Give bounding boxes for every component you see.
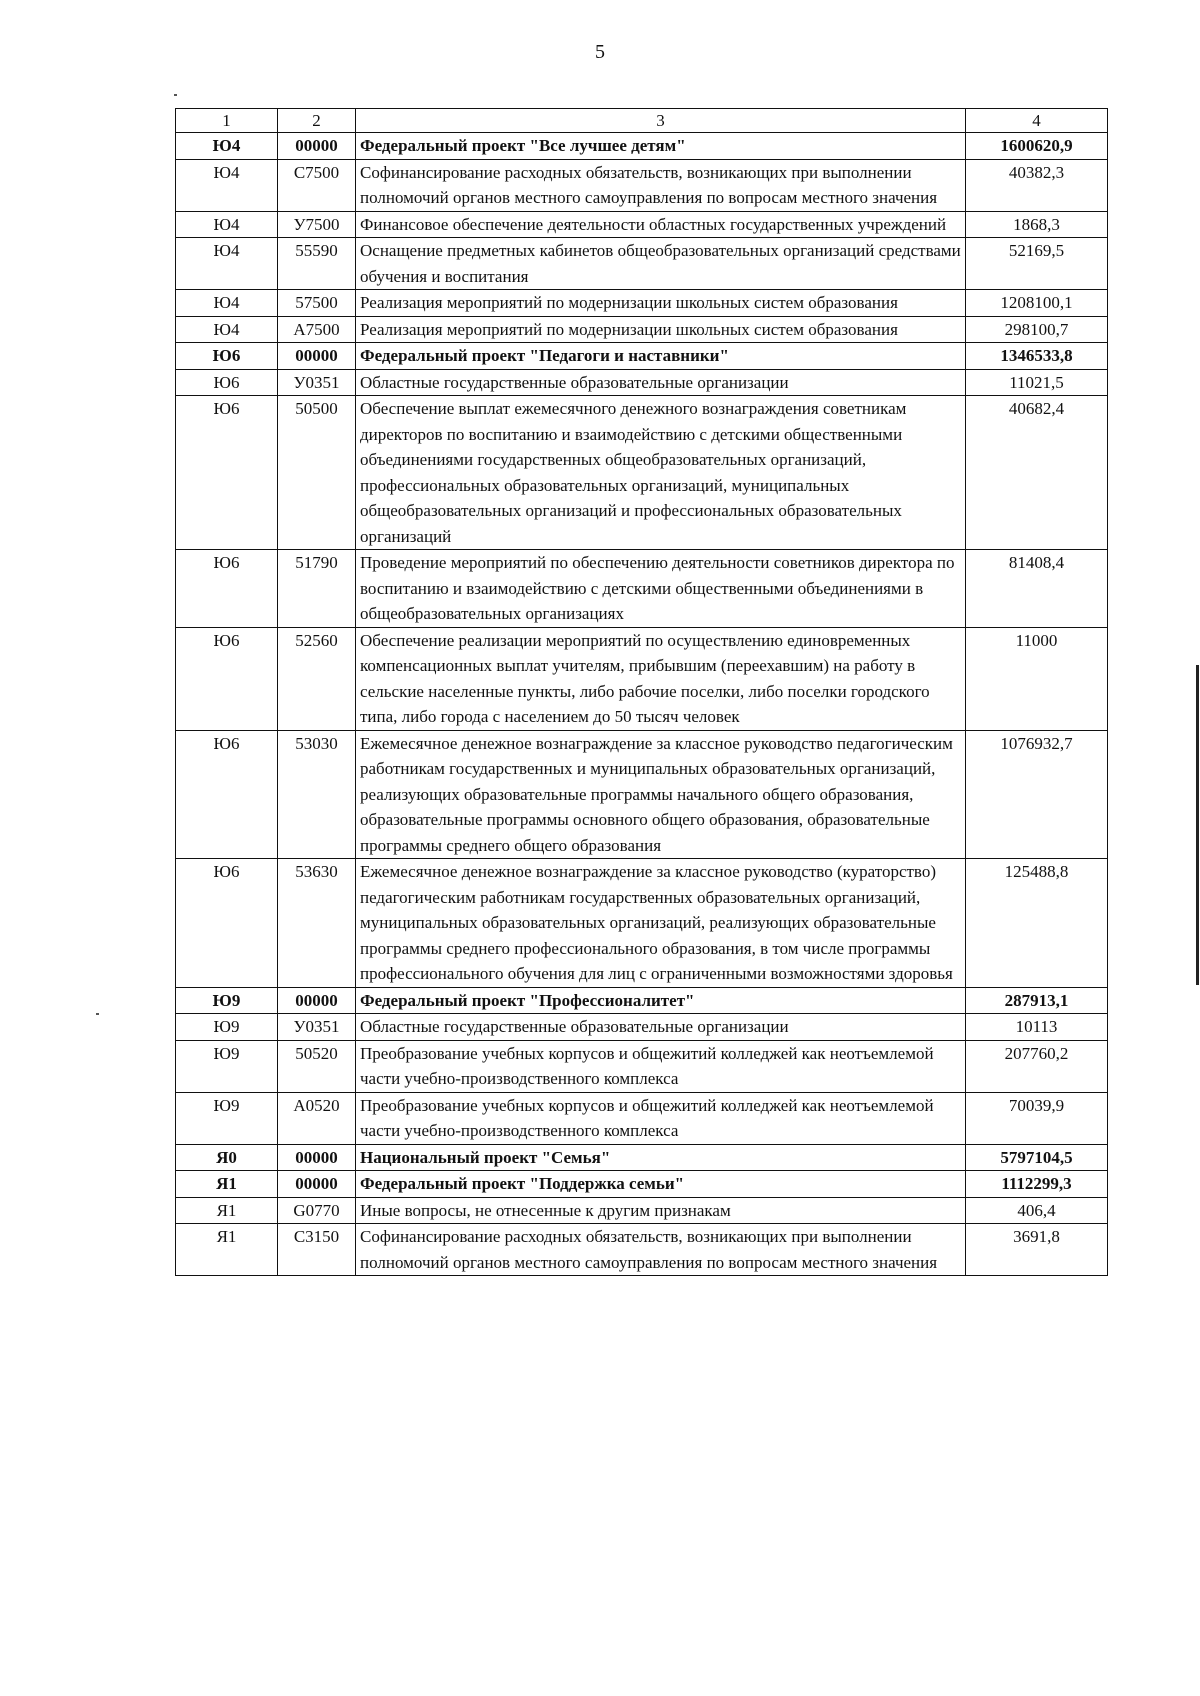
section-code-cell: Я0 [176, 1144, 278, 1171]
section-code-cell: Ю6 [176, 369, 278, 396]
description-cell: Финансовое обеспечение деятельности областных государственных учреждений [356, 211, 966, 238]
item-code-cell: 00000 [278, 133, 356, 160]
header-col-2: 2 [278, 109, 356, 133]
item-code-cell: 00000 [278, 987, 356, 1014]
table-row [176, 1197, 1108, 1224]
page-number: 5 [595, 41, 605, 63]
description-cell: Федеральный проект "Поддержка семьи" [356, 1171, 966, 1198]
description-cell: Оснащение предметных кабинетов общеобразовательных организаций средствами обучения и воспитания [356, 238, 966, 290]
amount-cell: 81408,4 [966, 550, 1108, 628]
section-code-cell: Ю4 [176, 238, 278, 290]
section-code-cell: Ю9 [176, 987, 278, 1014]
description-cell: Реализация мероприятий по модернизации школьных систем образования [356, 316, 966, 343]
header-col-1: 1 [176, 109, 278, 133]
amount-cell: 1346533,8 [966, 343, 1108, 370]
table-row [176, 1092, 1108, 1144]
description-cell: Федеральный проект "Педагоги и наставники" [356, 343, 966, 370]
table-row [176, 211, 1108, 238]
description-cell: Иные вопросы, не отнесенные к другим признакам [356, 1197, 966, 1224]
amount-cell: 207760,2 [966, 1040, 1108, 1092]
table-row [176, 159, 1108, 211]
amount-cell: 3691,8 [966, 1224, 1108, 1276]
amount-cell: 40682,4 [966, 396, 1108, 550]
section-code-cell: Ю4 [176, 316, 278, 343]
section-code-cell: Ю9 [176, 1014, 278, 1041]
section-code-cell: Ю6 [176, 343, 278, 370]
table-row [176, 987, 1108, 1014]
description-cell: Областные государственные образовательные организации [356, 369, 966, 396]
amount-cell: 1112299,3 [966, 1171, 1108, 1198]
item-code-cell: A7500 [278, 316, 356, 343]
table-row [176, 396, 1108, 550]
scan-speck [174, 94, 177, 96]
amount-cell: 11000 [966, 627, 1108, 730]
description-cell: Федеральный проект "Все лучшее детям" [356, 133, 966, 160]
amount-cell: 5797104,5 [966, 1144, 1108, 1171]
amount-cell: 1600620,9 [966, 133, 1108, 160]
amount-cell: 287913,1 [966, 987, 1108, 1014]
section-code-cell: Ю6 [176, 627, 278, 730]
item-code-cell: 53030 [278, 730, 356, 859]
table-row [176, 1014, 1108, 1041]
item-code-cell: 50520 [278, 1040, 356, 1092]
amount-cell: 406,4 [966, 1197, 1108, 1224]
amount-cell: 40382,3 [966, 159, 1108, 211]
item-code-cell: 55590 [278, 238, 356, 290]
item-code-cell: У0351 [278, 1014, 356, 1041]
amount-cell: 1208100,1 [966, 290, 1108, 317]
section-code-cell: Ю9 [176, 1092, 278, 1144]
section-code-cell: Ю4 [176, 290, 278, 317]
amount-cell: 1868,3 [966, 211, 1108, 238]
description-cell: Софинансирование расходных обязательств, возникающих при выполнении полномочий органов местного самоуправления по вопросам местного значения [356, 1224, 966, 1276]
item-code-cell: 00000 [278, 343, 356, 370]
amount-cell: 1076932,7 [966, 730, 1108, 859]
table-row [176, 1144, 1108, 1171]
budget-table [175, 108, 1108, 1276]
table-row [176, 316, 1108, 343]
item-code-cell: G0770 [278, 1197, 356, 1224]
header-row [176, 109, 1108, 133]
section-code-cell: Ю4 [176, 133, 278, 160]
section-code-cell: Ю4 [176, 211, 278, 238]
item-code-cell: 53630 [278, 859, 356, 988]
table-row [176, 627, 1108, 730]
section-code-cell: Ю6 [176, 396, 278, 550]
table-row [176, 730, 1108, 859]
item-code-cell: 57500 [278, 290, 356, 317]
table-row [176, 290, 1108, 317]
table-row [176, 550, 1108, 628]
header-col-3: 3 [356, 109, 966, 133]
section-code-cell: Ю9 [176, 1040, 278, 1092]
description-cell: Ежемесячное денежное вознаграждение за классное руководство (кураторство) педагогическим работникам государственных образовательных организаций, муниципальных образовательных организаций, реализующих образовательные программы среднего профессионального образования, в том числе программы профессионального обучения для лиц с ограниченными возможностями здоровья [356, 859, 966, 988]
table-row [176, 859, 1108, 988]
section-code-cell: Я1 [176, 1224, 278, 1276]
item-code-cell: У7500 [278, 211, 356, 238]
description-cell: Федеральный проект "Профессионалитет" [356, 987, 966, 1014]
amount-cell: 125488,8 [966, 859, 1108, 988]
section-code-cell: Ю6 [176, 859, 278, 988]
amount-cell: 52169,5 [966, 238, 1108, 290]
amount-cell: 70039,9 [966, 1092, 1108, 1144]
description-cell: Ежемесячное денежное вознаграждение за классное руководство педагогическим работникам государственных и муниципальных образовательных организаций, реализующих образовательные программы начального общего образования, образовательные программы основного общего образования, образовательные программы среднего общего образования [356, 730, 966, 859]
table-row [176, 1040, 1108, 1092]
section-code-cell: Я1 [176, 1197, 278, 1224]
description-cell: Софинансирование расходных обязательств, возникающих при выполнении полномочий органов местного самоуправления по вопросам местного значения [356, 159, 966, 211]
item-code-cell: C3150 [278, 1224, 356, 1276]
table-row [176, 238, 1108, 290]
item-code-cell: C7500 [278, 159, 356, 211]
table-row [176, 343, 1108, 370]
amount-cell: 298100,7 [966, 316, 1108, 343]
description-cell: Преобразование учебных корпусов и общежитий колледжей как неотъемлемой части учебно-производственного комплекса [356, 1092, 966, 1144]
item-code-cell: 52560 [278, 627, 356, 730]
table-row [176, 1224, 1108, 1276]
section-code-cell: Ю4 [176, 159, 278, 211]
item-code-cell: У0351 [278, 369, 356, 396]
item-code-cell: 51790 [278, 550, 356, 628]
description-cell: Областные государственные образовательные организации [356, 1014, 966, 1041]
description-cell: Проведение мероприятий по обеспечению деятельности советников директора по воспитанию и взаимодействию с детскими общественными объединениями в общеобразовательных организациях [356, 550, 966, 628]
item-code-cell: 00000 [278, 1171, 356, 1198]
description-cell: Реализация мероприятий по модернизации школьных систем образования [356, 290, 966, 317]
description-cell: Национальный проект "Семья" [356, 1144, 966, 1171]
amount-cell: 10113 [966, 1014, 1108, 1041]
section-code-cell: Ю6 [176, 730, 278, 859]
scan-speck [96, 1013, 99, 1015]
table-row [176, 369, 1108, 396]
item-code-cell: 00000 [278, 1144, 356, 1171]
description-cell: Обеспечение реализации мероприятий по осуществлению единовременных компенсационных выплат учителям, прибывшим (переехавшим) на работу в сельские населенные пункты, либо рабочие поселки, либо поселки городского типа, либо города с населением до 50 тысяч человек [356, 627, 966, 730]
table-row [176, 133, 1108, 160]
amount-cell: 11021,5 [966, 369, 1108, 396]
description-cell: Преобразование учебных корпусов и общежитий колледжей как неотъемлемой части учебно-производственного комплекса [356, 1040, 966, 1092]
description-cell: Обеспечение выплат ежемесячного денежного вознаграждения советникам директоров по воспитанию и взаимодействию с детскими общественными объединениями государственных общеобразовательных организаций, профессиональных образовательных организаций, муниципальных общеобразовательных организаций и профессиональных образовательных организаций [356, 396, 966, 550]
header-col-4: 4 [966, 109, 1108, 133]
item-code-cell: 50500 [278, 396, 356, 550]
table-row [176, 1171, 1108, 1198]
item-code-cell: A0520 [278, 1092, 356, 1144]
section-code-cell: Ю6 [176, 550, 278, 628]
section-code-cell: Я1 [176, 1171, 278, 1198]
scan-edge-mark [1196, 665, 1199, 985]
